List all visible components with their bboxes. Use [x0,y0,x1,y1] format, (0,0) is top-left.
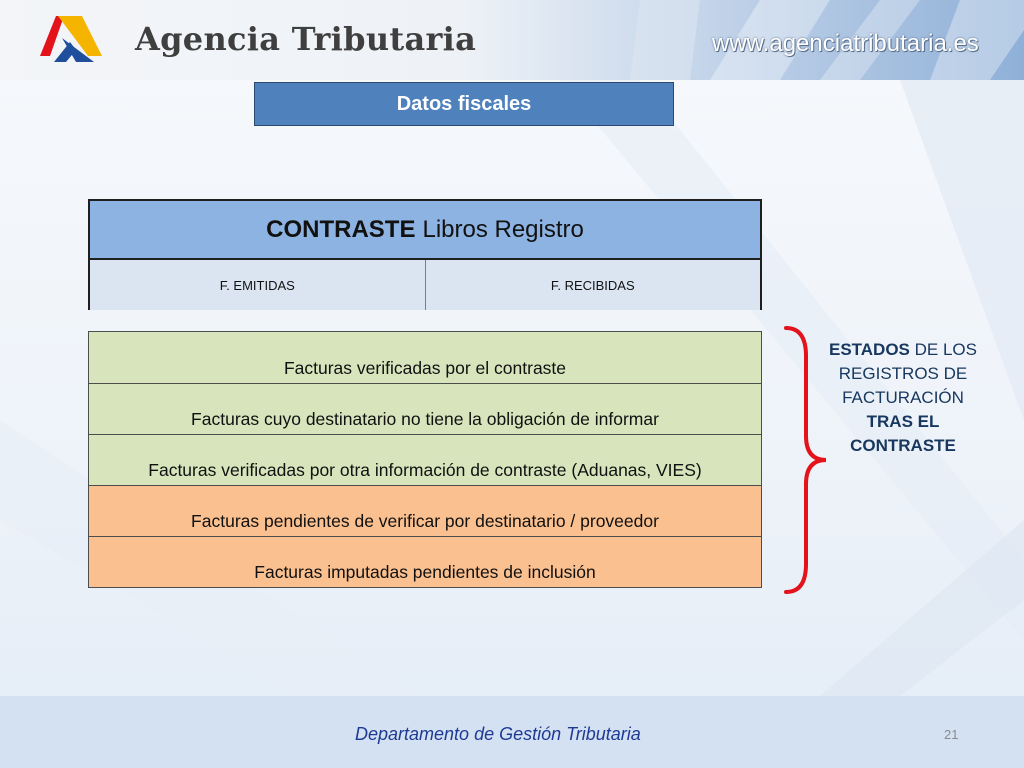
estados-table [88,331,762,588]
estado-row-imputadas-pendientes: Facturas imputadas pendientes de inclusión [89,536,761,587]
estado-row-verificadas: Facturas verificadas por el contraste [89,332,761,383]
libros-title-bold: CONTRASTE [266,215,416,243]
libros-table-title [90,201,760,260]
estados-note [826,338,980,458]
contraste-libros-table [88,199,762,310]
right-curly-brace [782,326,830,594]
note-bold-tras-contraste: TRAS EL CONTRASTE [850,412,956,455]
estado-row-pendientes-verificar: Facturas pendientes de verificar por destinatario / proveedor [89,485,761,536]
footer-department: Departamento de Gestión Tributaria [355,724,641,744]
agencia-tributaria-logo [36,10,106,66]
website-url: www.agenciatributaria.es [712,30,979,57]
section-title: Datos fiscales [254,82,674,126]
header [0,0,1024,80]
column-recibidas: F. RECIBIDAS [425,260,761,310]
page-number: 21 [944,727,959,742]
column-emitidas: F. EMITIDAS [219,277,295,293]
libros-title-rest: Libros Registro [422,215,584,243]
agency-name: Agencia Tributaria [135,20,477,58]
estado-row-otra-informacion: Facturas verificadas por otra información de contraste (Aduanas, VIES) [89,434,761,485]
estado-row-sin-obligacion: Facturas cuyo destinatario no tiene la obligación de informar [89,383,761,434]
note-text: DE LOS REGISTROS DE FACTURACIÓN [838,340,977,407]
note-bold-estados: ESTADOS [828,340,910,359]
libros-columns [90,260,760,310]
